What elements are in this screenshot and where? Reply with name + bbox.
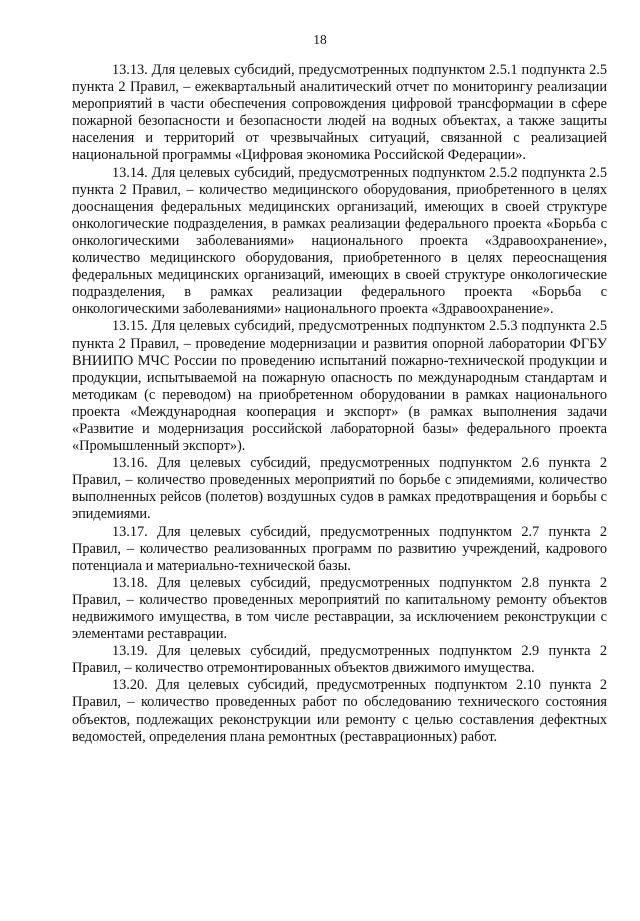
paragraph-13-15: 13.15. Для целевых субсидий, предусмотренных подпунктом 2.5.3 подпункта 2.5 пункта 2 Правил, – проведение модернизации и развития опорной лаборатории ФГБУ ВНИИПО МЧС России по проведению испытаний пожарно-технической продукции и продукции, испытываемой на пожарную опасность по международным стандартам и методикам (с переводом) на приобретенном оборудовании в рамках национального проекта «Международная кооперация и экспорт» (в рамках выполнения задачи «Развитие и модернизация российской лабораторной базы» федерального проекта «Промышленный экспорт»). bbox=[72, 318, 607, 455]
paragraph-13-17: 13.17. Для целевых субсидий, предусмотренных подпунктом 2.7 пункта 2 Правил, – количество реализованных программ по развитию учреждений, кадрового потенциала и материально-технической базы. bbox=[72, 523, 607, 574]
paragraph-13-20: 13.20. Для целевых субсидий, предусмотренных подпунктом 2.10 пункта 2 Правил, – количество проведенных работ по обследованию технического состояния объектов, подлежащих реконструкции или ремонту с целью составления дефектных ведомостей, определения плана ремонтных (реставрационных) работ. bbox=[72, 677, 607, 745]
paragraph-13-18: 13.18. Для целевых субсидий, предусмотренных подпунктом 2.8 пункта 2 Правил, – количество проведенных мероприятий по капитальному ремонту объектов недвижимого имущества, в том числе реставрации, за исключением реконструкции с элементами реставрации. bbox=[72, 574, 607, 643]
paragraph-13-14: 13.14. Для целевых субсидий, предусмотренных подпунктом 2.5.2 подпункта 2.5 пункта 2 Правил, – количество медицинского оборудования, приобретенного в целях дооснащения федеральных медицинских организаций, имеющих в своей структуре онкологические подразделения, в рамках реализации федерального проекта «Борьба с онкологическими заболеваниями» национального проекта «Здравоохранение», количество медицинского оборудования, приобретенного в целях переоснащения федеральных медицинских организаций, имеющих в своей структуре онкологические подразделения, в рамках реализации федерального проекта «Борьба с онкологическими заболеваниями» национального проекта «Здравоохранение». bbox=[72, 164, 607, 318]
paragraph-13-16: 13.16. Для целевых субсидий, предусмотренных подпунктом 2.6 пункта 2 Правил, – количество проведенных мероприятий по борьбе с эпидемиями, количество выполненных рейсов (полетов) воздушных судов в рамках предотвращения и борьбы с эпидемиями. bbox=[72, 455, 607, 523]
page-number: 18 bbox=[313, 32, 327, 47]
paragraph-13-19: 13.19. Для целевых субсидий, предусмотренных подпунктом 2.9 пункта 2 Правил, – количество отремонтированных объектов движимого имущества. bbox=[72, 643, 607, 677]
paragraph-13-13: 13.13. Для целевых субсидий, предусмотренных подпунктом 2.5.1 подпункта 2.5 пункта 2 Правил, – ежеквартальный аналитический отчет по мониторингу реализации мероприятий в части обеспечения сопровождения цифровой трансформации в сфере пожарной безопасности и безопасности людей на водных объектах, а также защиты населения и территорий от чрезвычайных ситуаций, связанной с реализацией национальной программы «Цифровая экономика Российской Федерации». bbox=[72, 62, 607, 164]
document-body bbox=[72, 62, 607, 746]
